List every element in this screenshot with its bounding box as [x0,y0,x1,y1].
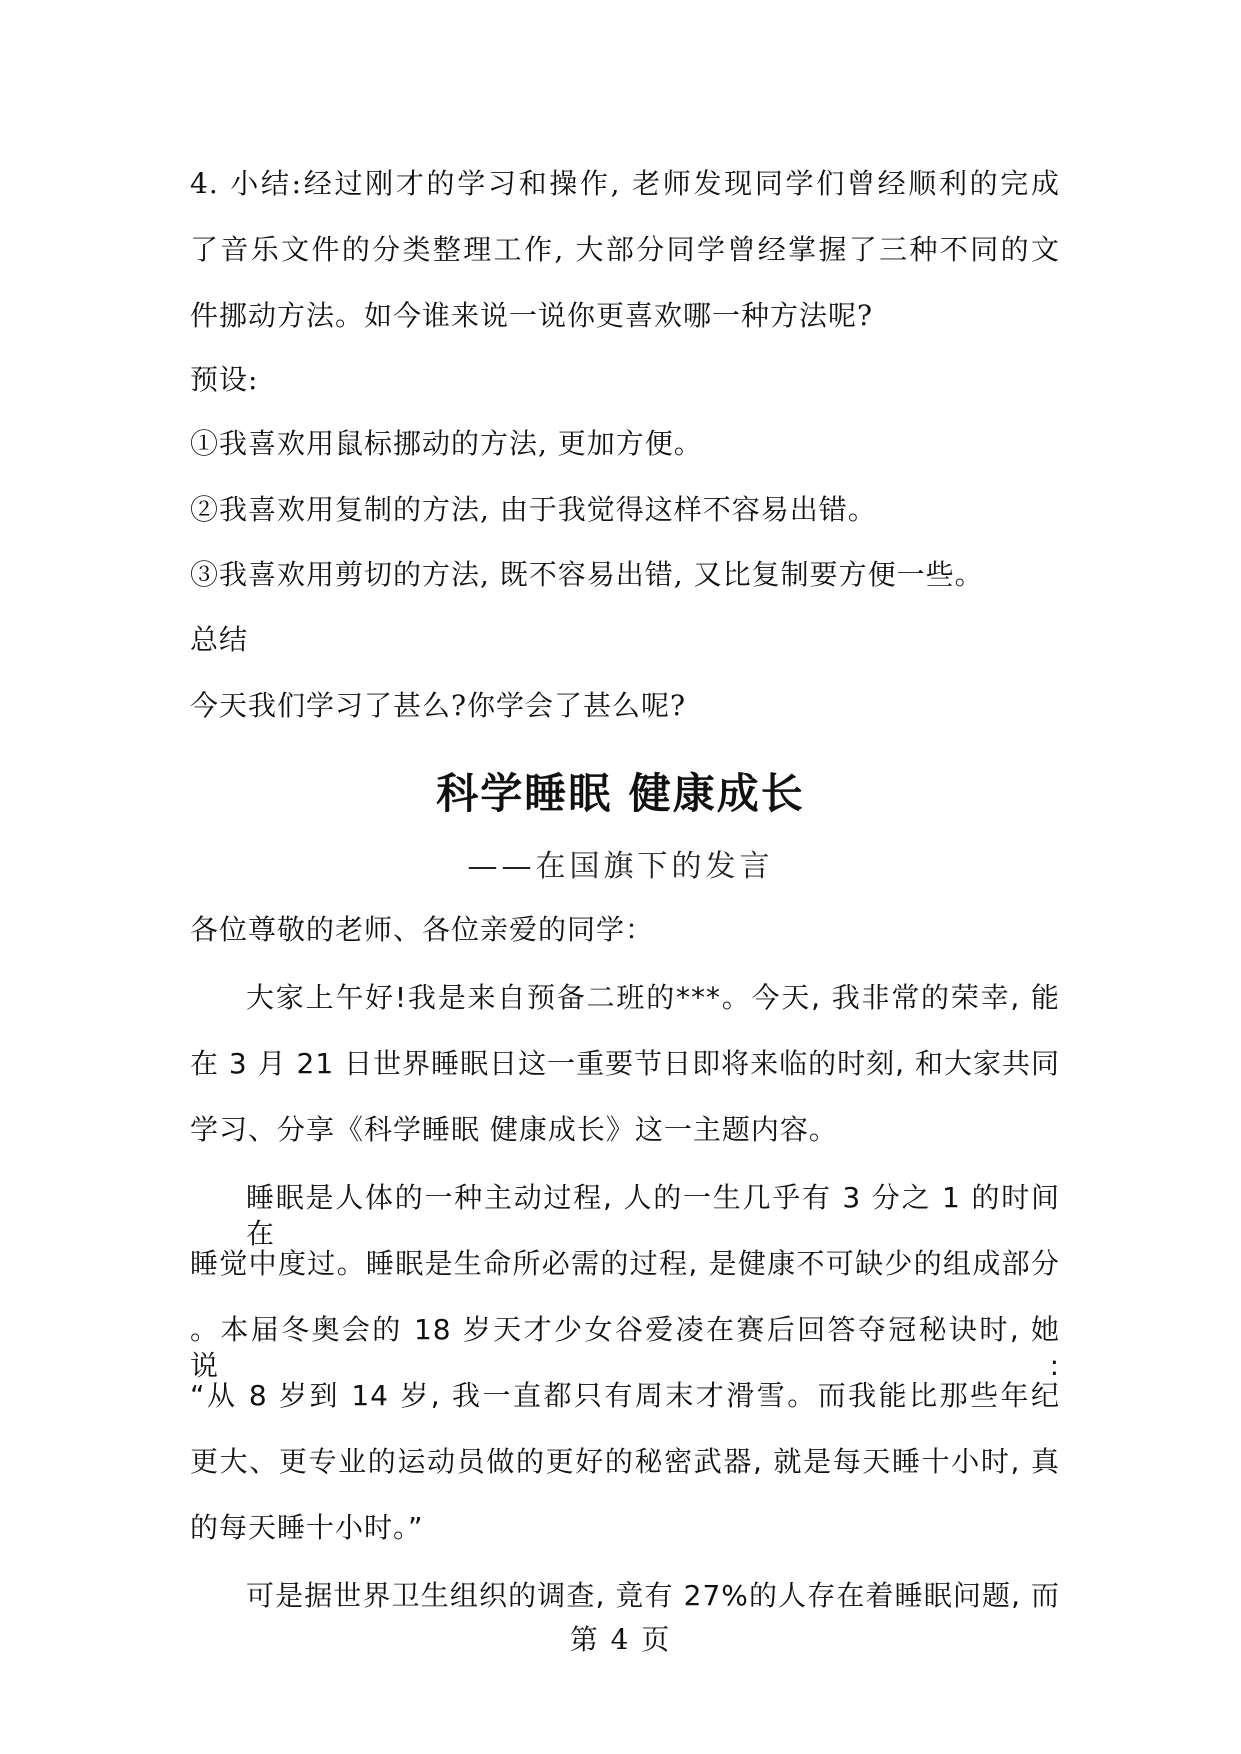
summary-paragraph-line-3: 件挪动方法。如今谁来说一说你更喜欢哪一种方法呢? [190,299,874,332]
preset-option-1: ①我喜欢用鼠标挪动的方法, 更加方便。 [190,427,703,460]
summary-heading: 总结 [190,623,249,656]
article-paragraph2-line-2: 睡觉中度过。睡眠是生命所必需的过程, 是健康不可缺少的组成部分 [190,1247,1060,1280]
article-paragraph2-line-5: 更大、更专业的运动员做的更好的秘密武器, 就是每天睡十小时, 真 [190,1445,1060,1478]
preset-heading: 预设: [190,363,259,396]
article-subtitle: ——在国旗下的发言 [467,849,774,884]
article-paragraph3-line-1: 可是据世界卫生组织的调查, 竟有 27%的人存在着睡眠问题, 而 [246,1579,1060,1612]
summary-question: 今天我们学习了甚么?你学会了甚么呢? [190,689,687,722]
preset-option-2: ②我喜欢用复制的方法, 由于我觉得这样不容易出错。 [190,493,877,526]
article-title: 科学睡眠 健康成长 [436,769,805,818]
summary-paragraph-line-1: 4. 小结:经过刚才的学习和操作, 老师发现同学们曾经顺利的完成 [190,167,1060,200]
article-paragraph2-line-1: 睡眠是人体的一种主动过程, 人的一生几乎有 3 分之 1 的时间在 [246,1181,1060,1250]
article-paragraph2-line-4: “从 8 岁到 14 岁, 我一直都只有周末才滑雪。而我能比那些年纪 [190,1379,1060,1412]
article-paragraph1-line-3: 学习、分享《科学睡眠 健康成长》这一主题内容。 [190,1113,838,1146]
article-paragraph1-line-1: 大家上午好!我是来自预备二班的***。今天, 我非常的荣幸, 能 [246,981,1060,1014]
article-greeting: 各位尊敬的老师、各位亲爱的同学： [190,913,655,946]
article-paragraph2-line-3: 。本届冬奥会的 18 岁天才少女谷爱凌在赛后回答夺冠秘诀时, 她说: [190,1313,1060,1382]
preset-option-3: ③我喜欢用剪切的方法, 既不容易出错, 又比复制要方便一些。 [190,558,984,591]
page-number: 第 4 页 [569,1623,672,1656]
article-paragraph2-line-6: 的每天睡十小时。” [190,1511,424,1544]
article-paragraph1-line-2: 在 3 月 21 日世界睡眠日这一重要节日即将来临的时刻, 和大家共同 [190,1047,1060,1080]
summary-paragraph-line-2: 了音乐文件的分类整理工作, 大部分同学曾经掌握了三种不同的文 [190,233,1060,266]
